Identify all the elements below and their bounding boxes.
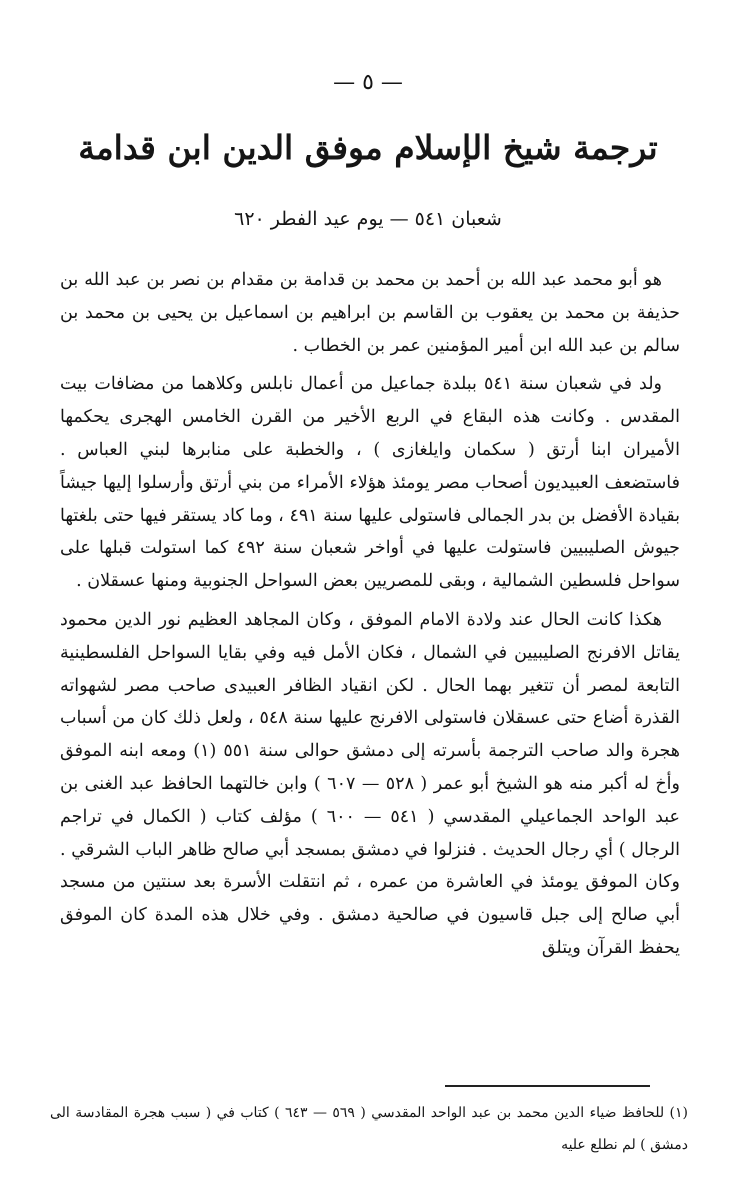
paragraph-lineage: هو أبو محمد عبد الله بن أحمد بن محمد بن قدامة بن مقدام بن نصر بن عبد الله بن حذيفة بن محمد بن يعقوب بن القاسم بن ابراهيم بن اسماعيل بن يحيى بن محمد بن سالم بن عبد الله ابن أمير المؤمنين عمر بن الخطاب . — [60, 270, 680, 356]
footnote — [50, 1097, 688, 1161]
page-number: — ٥ — — [333, 70, 403, 95]
birth-death-dates: شعبان ٥٤١ — يوم عيد الفطر ٦٢٠ — [234, 208, 502, 230]
body-text — [60, 264, 680, 971]
paragraph-birth: ولد في شعبان سنة ٥٤١ ببلدة جماعيل من أعمال نابلس وكلاهما من مضافات بيت المقدس . وكانت هذه البقاع في الربع الأخير من القرن الخامس الهجرى يحكمها الأميران ابنا أرتق ( سكمان وايلغازى ) ، والخطبة على منابرها لبني العباس . فاستضعف العبيديون أصحاب مصر يومئذ هؤلاء الأمراء من بني أرتق وأرسلوا إليها جيشاً بقيادة الأفضل بن بدر الجمالى فاستولى عليها سنة ٤٩١ ، وما كاد يستقر فيها حتى بلغتها جيوش الصليبيين فاستولت عليها في أواخر شعبان سنة ٤٩٢ كما استولت قبلها على سواحل فلسطين الشمالية ، وبقى للمصريين بعض السواحل الجنوبية ومنها عسقلان . — [60, 374, 680, 592]
paragraph-migration: هكذا كانت الحال عند ولادة الامام الموفق ، وكان المجاهد العظيم نور الدين محمود يقاتل الافرنج الصليبيين في الشمال ، فكان الأمل فيه وفي بقايا السواحل الفلسطينية التابعة لمصر أن تتغير بهما الحال . لكن انقياد الظافر العبيدى صاحب مصر لشهواته القذرة أضاع حتى عسقلان فاستولى الافرنج عليها سنة ٥٤٨ ، ولعل ذلك كان من أسباب هجرة والد صاحب الترجمة بأسرته إلى دمشق حوالى سنة ٥٥١ (١) ومعه ابنه الموفق وأخ له أكبر منه هو الشيخ أبو عمر ( ٥٢٨ — ٦٠٧ ) وابن خالتهما الحافظ عبد الغنى بن عبد الواحد الجماعيلي المقدسي ( ٥٤١ — ٦٠٠ ) مؤلف كتاب ( الكمال في تراجم الرجال ) أي رجال الحديث . فنزلوا في دمشق بمسجد أبي صالح ظاهر الباب الشرقي . وكان الموفق يومئذ في العاشرة من عمره ، ثم انتقلت الأسرة بعد سنتين من مسجد أبي صالح إلى جبل قاسيون في صالحية دمشق . وفي خلال هذه المدة كان الموفق يحفظ القرآن ويتلق — [60, 609, 681, 958]
footnote-text: (١) للحافظ ضياء الدين محمد بن عبد الواحد المقدسي ( ٥٦٩ — ٦٤٣ ) كتاب في ( سبب هجرة المقادسة الى دمشق ) لم نطلع عليه — [50, 1105, 688, 1153]
page-title: ترجمة شيخ الإسلام موفق الدين ابن قدامة — [78, 128, 658, 167]
footnote-divider — [445, 1085, 650, 1087]
